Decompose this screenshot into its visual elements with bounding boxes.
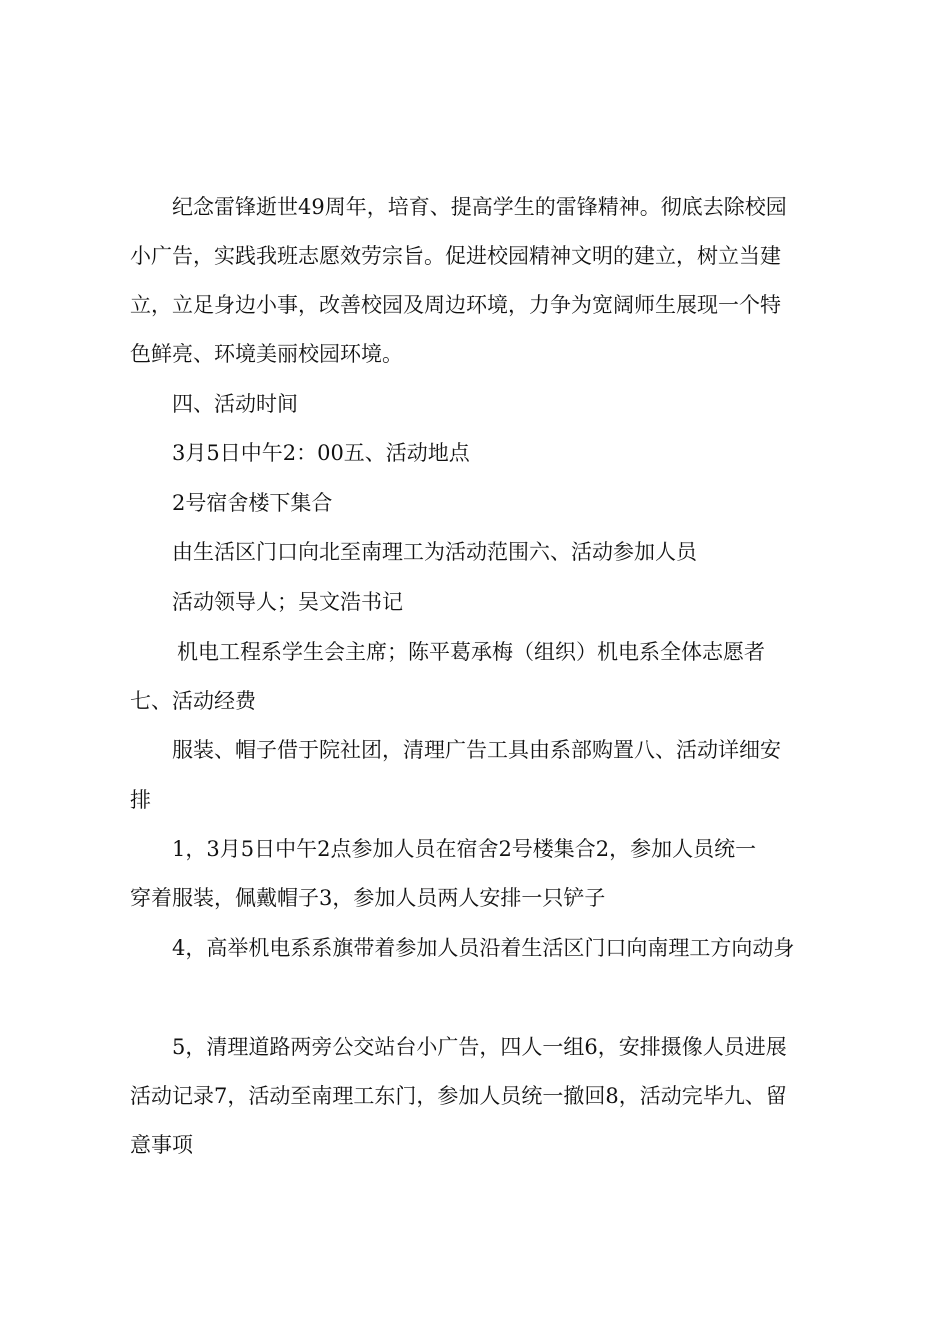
paragraph-line: 立，立足身边小事，改善校园及周边环境，力争为宽阔师生展现一个特 — [130, 293, 781, 317]
list-item: 4，高举机电系系旗带着参加人员沿着生活区门口向南理工方向动身 — [172, 936, 795, 960]
paragraph-line: 3月5日中午2：00五、活动地点 — [172, 441, 470, 465]
paragraph-line: 2号宿舍楼下集合 — [172, 491, 333, 515]
paragraph-line: 活动领导人；吴文浩书记 — [172, 590, 403, 614]
paragraph-line: 小广告，实践我班志愿效劳宗旨。促进校园精神文明的建立，树立当建 — [130, 244, 781, 268]
paragraph-line: 色鲜亮、环境美丽校园环境。 — [130, 342, 403, 366]
list-item: 活动记录7，活动至南理工东门，参加人员统一撤回8，活动完毕九、留 — [130, 1084, 787, 1108]
list-item: 1，3月5日中午2点参加人员在宿舍2号楼集合2，参加人员统一 — [172, 837, 757, 861]
section-heading: 四、活动时间 — [172, 392, 298, 416]
list-item: 穿着服装，佩戴帽子3，参加人员两人安排一只铲子 — [130, 886, 606, 910]
list-item: 意事项 — [130, 1133, 193, 1157]
paragraph-line: 排 — [130, 788, 151, 812]
paragraph-line: 纪念雷锋逝世49周年，培育、提高学生的雷锋精神。彻底去除校园 — [172, 195, 787, 219]
paragraph-line: 机电工程系学生会主席；陈平葛承梅（组织）机电系全体志愿者 — [177, 640, 765, 664]
paragraph-line: 服装、帽子借于院社团，清理广告工具由系部购置八、活动详细安 — [172, 738, 781, 762]
section-heading: 七、活动经费 — [130, 689, 256, 713]
list-item: 5，清理道路两旁公交站台小广告，四人一组6，安排摄像人员进展 — [172, 1035, 787, 1059]
paragraph-line: 由生活区门口向北至南理工为活动范围六、活动参加人员 — [172, 540, 697, 564]
